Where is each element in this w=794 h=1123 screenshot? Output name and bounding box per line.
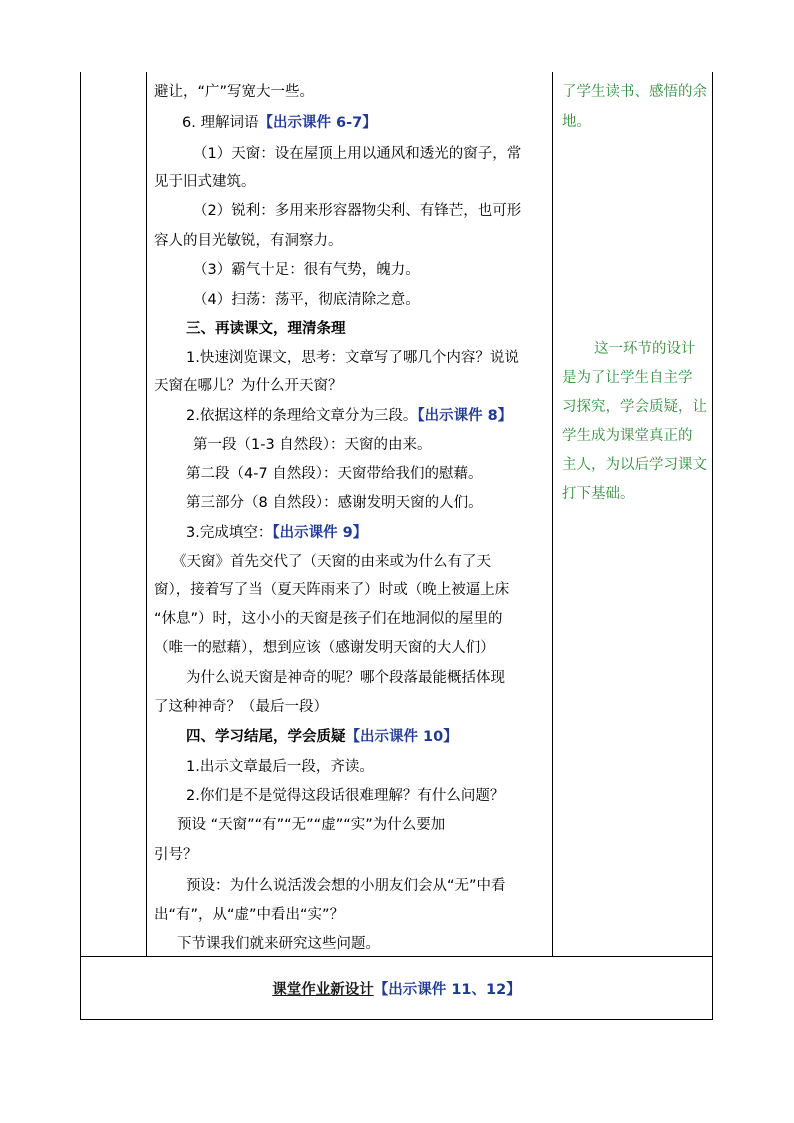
lesson-line	[186, 727, 458, 747]
design-note-line: 是为了让学生自主学	[562, 370, 693, 386]
lesson-text: 出“有”，从“虚”中看出“实”？	[154, 907, 345, 923]
lesson-line	[186, 523, 367, 543]
lesson-text: “休息”）时，这小小的天窗是孩子们在地洞似的屋里的	[154, 611, 503, 627]
lesson-text: 为什么说天窗是神奇的呢？哪个段落最能概括体现	[186, 670, 505, 686]
lesson-text: 引号？	[154, 847, 198, 863]
lesson-line	[154, 845, 198, 865]
lesson-text: 3.完成填空：	[186, 525, 273, 541]
lesson-text: 见于旧式建筑。	[154, 174, 256, 190]
lesson-line	[186, 348, 519, 368]
lesson-line	[186, 493, 483, 513]
lesson-text: （1）天窗：设在屋顶上用以通风和透光的窗子，常	[193, 146, 522, 162]
courseware-link[interactable]: 【出示课件 11、12】	[373, 981, 521, 998]
column-divider-1	[146, 72, 147, 956]
courseware-tag: 【出示课件 10】	[345, 729, 458, 745]
lesson-line	[182, 113, 377, 133]
lesson-text: 第二段（4-7 自然段）：天窗带给我们的慰藉。	[186, 466, 483, 482]
lesson-line	[177, 934, 380, 954]
lesson-line	[193, 260, 420, 280]
lesson-line	[186, 406, 512, 426]
lesson-line	[177, 815, 445, 835]
lesson-line	[193, 144, 521, 164]
lesson-text: （3）霸气十足：很有气势，魄力。	[193, 262, 420, 278]
courseware-tag: 【出示课件 6-7】	[258, 115, 377, 131]
lesson-line	[186, 876, 506, 896]
lesson-line	[186, 464, 483, 484]
lesson-line	[154, 231, 343, 251]
lesson-line	[154, 580, 509, 600]
lesson-text: 预设 “天窗”“有”“无”“虚”“实”为什么要加	[177, 817, 446, 833]
lesson-line	[193, 290, 420, 310]
homework-title: 课堂作业新设计	[272, 981, 374, 998]
lesson-text: （2）锐利：多用来形容器物尖利、有锋芒，也可形	[193, 203, 522, 219]
lesson-text: （唯一的慰藉），想到应该（感谢发明天窗的大人们）	[154, 640, 495, 656]
design-note-line: 打下基础。	[562, 486, 635, 502]
section-heading: 三、再读课文，理清条理	[186, 321, 346, 337]
lesson-line	[186, 319, 346, 339]
design-note-line: 地。	[562, 114, 591, 130]
lesson-text: 避让，“广”写宽大一些。	[154, 84, 315, 100]
lesson-text: 第一段（1-3 自然段）：天窗的由来。	[193, 437, 432, 453]
lesson-line	[186, 668, 505, 688]
lesson-line	[154, 376, 343, 396]
lesson-line	[154, 172, 256, 192]
lesson-text: 1.出示文章最后一段，齐读。	[186, 759, 374, 775]
lesson-text: 下节课我们就来研究这些问题。	[177, 936, 380, 952]
lesson-text: 第三部分（8 自然段）：感谢发明天窗的人们。	[186, 495, 483, 511]
lesson-text: 容人的目光敏锐，有洞察力。	[154, 233, 343, 249]
section-heading: 四、学习结尾，学会质疑	[186, 729, 346, 745]
lesson-line	[154, 609, 503, 629]
lesson-line	[172, 552, 491, 572]
lesson-text: 2.你们是不是觉得这段话很难理解？有什么问题？	[186, 788, 505, 804]
lesson-text: 预设：为什么说活泼会想的小朋友们会从“无”中看	[186, 878, 506, 894]
lesson-line	[154, 697, 328, 717]
lesson-line	[186, 757, 374, 777]
lesson-line	[193, 201, 521, 221]
lesson-text: 了这种神奇？（最后一段）	[154, 699, 328, 715]
lesson-line	[154, 905, 344, 925]
lesson-text: （4）扫荡：荡平，彻底清除之意。	[193, 292, 420, 308]
lesson-text: 窗），接着写了当（夏天阵雨来了）时或（晚上被逼上床	[154, 582, 510, 598]
lesson-text: 1.快速浏览课文，思考：文章写了哪几个内容？说说	[186, 350, 519, 366]
design-note-line: 习探究，学会质疑，让	[562, 399, 707, 415]
courseware-tag: 【出示课件 8】	[417, 408, 513, 424]
design-note-line: 学生成为课堂真正的	[562, 428, 693, 444]
lesson-line	[154, 638, 495, 658]
design-note-line: 这一环节的设计	[594, 341, 696, 357]
lesson-text: 《天窗》首先交代了（天窗的由来或为什么有了天	[172, 554, 491, 570]
lesson-line	[154, 82, 314, 102]
table-border-left	[80, 72, 81, 1020]
courseware-tag: 【出示课件 9】	[272, 525, 368, 541]
design-note-line: 了学生读书、感悟的余	[562, 84, 707, 100]
column-divider-2	[552, 72, 553, 956]
lesson-text: 6. 理解词语	[182, 115, 259, 131]
table-border-right	[712, 72, 713, 1020]
lesson-line	[193, 435, 432, 455]
homework-row	[80, 956, 713, 1020]
design-note-line: 主人，为以后学习课文	[562, 457, 707, 473]
lesson-text: 2.依据这样的条理给文章分为三段。	[186, 408, 418, 424]
lesson-text: 天窗在哪儿？为什么开天窗？	[154, 378, 343, 394]
lesson-line	[186, 786, 504, 806]
